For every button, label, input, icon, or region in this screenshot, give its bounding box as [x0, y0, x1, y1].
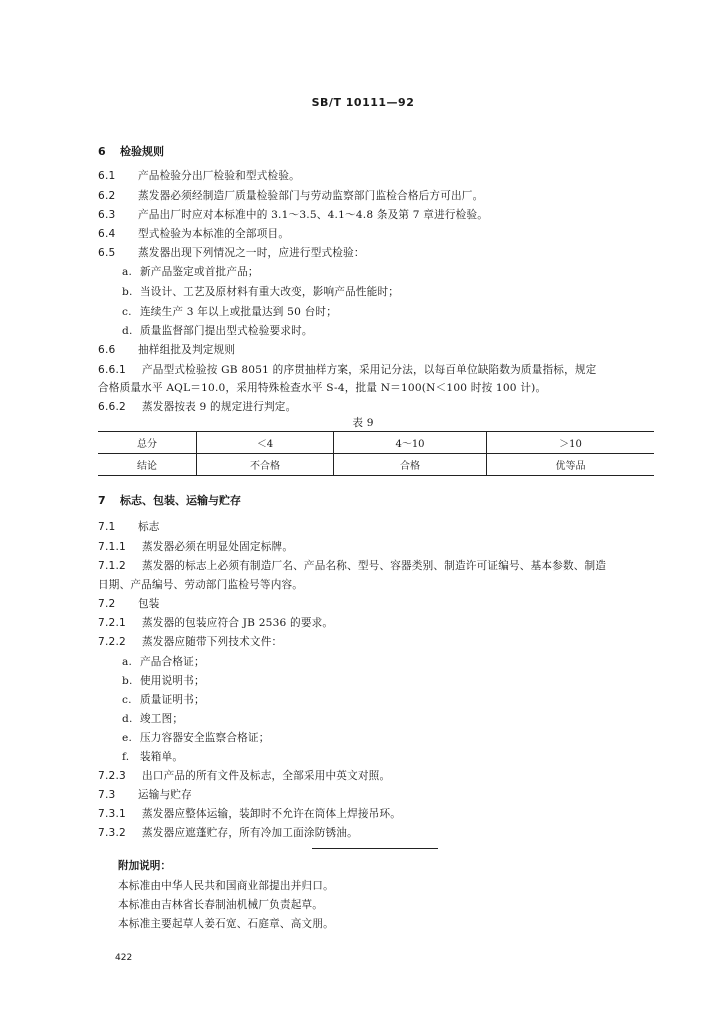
list-text: 使用说明书；	[140, 675, 205, 687]
clause-6-4	[98, 226, 289, 241]
list-marker: e.	[122, 732, 133, 744]
clause-6-6-2	[98, 399, 296, 414]
table-cell: 不合格	[197, 454, 334, 476]
clause-number: 7.2.2	[98, 636, 126, 648]
table-cell: 4～10	[334, 432, 487, 454]
list-item-doc-a	[122, 654, 205, 669]
clause-text: 蒸发器必须经制造厂质量检验部门与劳动监察部门监检合格后方可出厂。	[138, 190, 484, 202]
clause-7-2-1	[98, 615, 333, 630]
list-text: 竣工图；	[140, 713, 184, 725]
clause-7-3-1	[98, 806, 401, 821]
clause-7-1-1	[98, 539, 293, 554]
section-6-heading	[98, 143, 164, 159]
clause-text: 产品型式检验按 GB 8051 的序贯抽样方案，采用记分法，以每百单位缺陷数为质量指标，规定	[142, 364, 597, 376]
clause-7-1-2-line1	[98, 558, 606, 573]
list-marker: c.	[122, 694, 132, 706]
list-item-6-5-d	[122, 323, 313, 338]
additional-notes-heading: 附加说明：	[118, 860, 171, 872]
table-cell: 总分	[98, 432, 197, 454]
list-item-doc-e	[122, 730, 270, 745]
list-item-6-5-b	[122, 284, 399, 299]
clause-6-6-1-line1	[98, 362, 596, 377]
clause-7-3-2	[98, 825, 358, 840]
clause-6-5	[98, 245, 365, 260]
list-text: 连续生产 3 年以上或批量达到 50 台时；	[140, 306, 337, 318]
clause-text: 蒸发器应遮蓬贮存，所有冷加工面涂防锈油。	[142, 827, 358, 839]
clause-text: 抽样组批及判定规则	[138, 344, 236, 356]
clause-6-2	[98, 188, 483, 203]
clause-7-2-2	[98, 634, 282, 649]
table-cell: 合格	[334, 454, 487, 476]
additional-note-line: 本标准主要起草人姜石宽、石庭章、高文朋。	[118, 918, 334, 930]
table-9-caption: 表 9	[352, 417, 374, 429]
clause-text: 标志	[138, 521, 160, 533]
clause-7-2	[98, 596, 160, 611]
clause-text: 蒸发器按表 9 的规定进行判定。	[142, 401, 297, 413]
clause-number: 6.1	[98, 170, 116, 182]
clause-text: 蒸发器应随带下列技术文件：	[142, 636, 283, 648]
clause-number: 7.2	[98, 598, 116, 610]
list-text: 当设计、工艺及原材料有重大改变，影响产品性能时；	[140, 286, 400, 298]
document-header: SB/T 10111—92	[311, 96, 415, 109]
table-9	[98, 431, 654, 476]
list-text: 压力容器安全监察合格证；	[140, 732, 270, 744]
list-item-doc-d	[122, 711, 183, 726]
clause-number: 7.1.2	[98, 560, 126, 572]
clause-6-3	[98, 207, 488, 222]
list-marker: b.	[122, 675, 133, 687]
section-6-number: 6	[98, 145, 106, 158]
list-item-6-5-c	[122, 304, 337, 319]
section-7-heading	[98, 492, 241, 508]
list-text: 产品合格证；	[140, 656, 205, 668]
clause-7-3	[98, 787, 192, 802]
clause-text: 出口产品的所有文件及标志，全部采用中英文对照。	[142, 770, 391, 782]
list-item-doc-c	[122, 692, 205, 707]
list-marker: d.	[122, 325, 133, 337]
list-marker: a.	[122, 656, 133, 668]
clause-7-2-3	[98, 768, 390, 783]
table-cell: 结论	[98, 454, 197, 476]
clause-text: 蒸发器应整体运输，装卸时不允许在筒体上焊接吊环。	[142, 808, 402, 820]
clause-text: 蒸发器的包装应符合 JB 2536 的要求。	[142, 617, 334, 629]
clause-number: 7.1	[98, 521, 116, 533]
table-row	[98, 454, 654, 476]
clause-number: 7.3.1	[98, 808, 126, 820]
table-row	[98, 432, 654, 454]
clause-text: 包装	[138, 598, 160, 610]
list-item-doc-b	[122, 673, 205, 688]
list-item-6-5-a	[122, 264, 259, 279]
list-marker: f.	[122, 751, 130, 763]
clause-number: 7.1.1	[98, 541, 126, 553]
table-cell: ＜4	[197, 432, 334, 454]
clause-number: 6.6	[98, 344, 116, 356]
list-text: 装箱单。	[140, 751, 184, 763]
page-number: 422	[115, 953, 133, 963]
clause-number: 6.6.2	[98, 401, 126, 413]
clause-text: 产品出厂时应对本标准中的 3.1～3.5、4.1～4.8 条及第 7 章进行检验。	[138, 209, 489, 221]
clause-number: 7.2.1	[98, 617, 126, 629]
clause-number: 6.6.1	[98, 364, 126, 376]
clause-number: 7.2.3	[98, 770, 126, 782]
list-marker: c.	[122, 306, 132, 318]
clause-6-6	[98, 342, 235, 357]
list-text: 质量监督部门提出型式检验要求时。	[140, 325, 313, 337]
divider-line	[312, 848, 438, 849]
additional-note-line: 本标准由中华人民共和国商业部提出并归口。	[118, 880, 334, 892]
table-cell: 优等品	[487, 454, 655, 476]
clause-number: 6.5	[98, 247, 116, 259]
clause-text: 产品检验分出厂检验和型式检验。	[138, 170, 300, 182]
list-text: 质量证明书；	[140, 694, 205, 706]
clause-text: 蒸发器出现下列情况之一时，应进行型式检验：	[138, 247, 365, 259]
section-6-title: 检验规则	[120, 145, 164, 158]
clause-number: 6.3	[98, 209, 116, 221]
clause-text: 蒸发器的标志上必须有制造厂名、产品名称、型号、容器类别、制造许可证编号、基本参数、制造	[142, 560, 607, 572]
clause-number: 7.3	[98, 789, 116, 801]
list-text: 新产品鉴定或首批产品；	[140, 266, 259, 278]
clause-text: 蒸发器必须在明显处固定标牌。	[142, 541, 294, 553]
clause-6-6-1-line2: 合格质量水平 AQL＝10.0，采用特殊检查水平 S-4，批量 N＝100(N＜100 时按 100 计)。	[98, 382, 547, 394]
section-7-number: 7	[98, 494, 106, 507]
table-cell: ＞10	[487, 432, 655, 454]
list-item-doc-f	[122, 749, 183, 764]
clause-text: 运输与贮存	[138, 789, 192, 801]
list-marker: a.	[122, 266, 133, 278]
clause-7-1	[98, 519, 160, 534]
clause-6-1	[98, 168, 300, 183]
section-7-title: 标志、包装、运输与贮存	[120, 494, 241, 507]
additional-note-line: 本标准由吉林省长春制油机械厂负责起草。	[118, 899, 324, 911]
clause-number: 6.4	[98, 228, 116, 240]
clause-number: 7.3.2	[98, 827, 126, 839]
clause-number: 6.2	[98, 190, 116, 202]
clause-text: 型式检验为本标准的全部项目。	[138, 228, 290, 240]
list-marker: b.	[122, 286, 133, 298]
clause-7-1-2-line2: 日期、产品编号、劳动部门监检号等内容。	[98, 579, 304, 591]
list-marker: d.	[122, 713, 133, 725]
